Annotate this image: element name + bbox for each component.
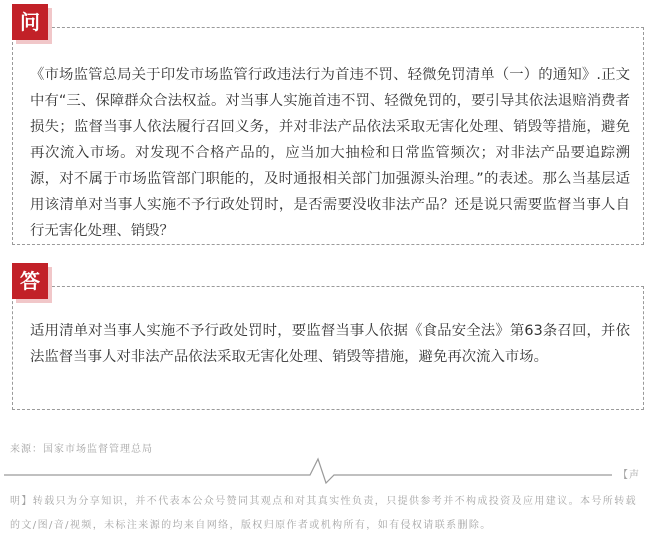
question-text: 《市场监管总局关于印发市场监管行政违法行为首违不罚、轻微免罚清单（一）的通知》.正文中有“三、保障群众合法权益。对当事人实施首违不罚、轻微免罚的，要引导其依法退赔消费者损失；监督当事人依法履行召回义务，并对非法产品依法采取无害化处理、销毁等措施，避免再次流入市场。对发现不合格产品的，应当加大抽检和日常监管频次；对非法产品要追踪溯源，对不属于市场监管部门职能的，及时通报相关部门加强源头治理。”的表述。那么当基层适用该清单对当事人实施不予行政处罚时，是否需要没收非法产品？还是说只需要监督当事人自行无害化处理、销毁？	[30, 67, 630, 239]
answer-card	[12, 286, 644, 410]
declaration-text: 明】转载只为分享知识，并不代表本公众号赞同其观点和对其真实性负责，只提供参考并不构成投资及应用建议。本号所转载的文/图/音/视频，未标注来源的均来自网络，版权归原作者或机构所有，如有侵权请联系删除。	[10, 496, 637, 531]
question-badge: 问	[12, 4, 48, 40]
source-line: 来源：国家市场监督管理总局	[10, 444, 153, 455]
declaration-heading: 【声	[618, 470, 640, 481]
footer-divider	[0, 455, 656, 485]
answer-badge: 答	[12, 263, 48, 299]
answer-text: 适用清单对当事人实施不予行政处罚时，要监督当事人依据《食品安全法》第63条召回，并依法监督当事人对非法产品依法采取无害化处理、销毁等措施，避免再次流入市场。	[30, 323, 630, 365]
question-card	[12, 27, 644, 245]
